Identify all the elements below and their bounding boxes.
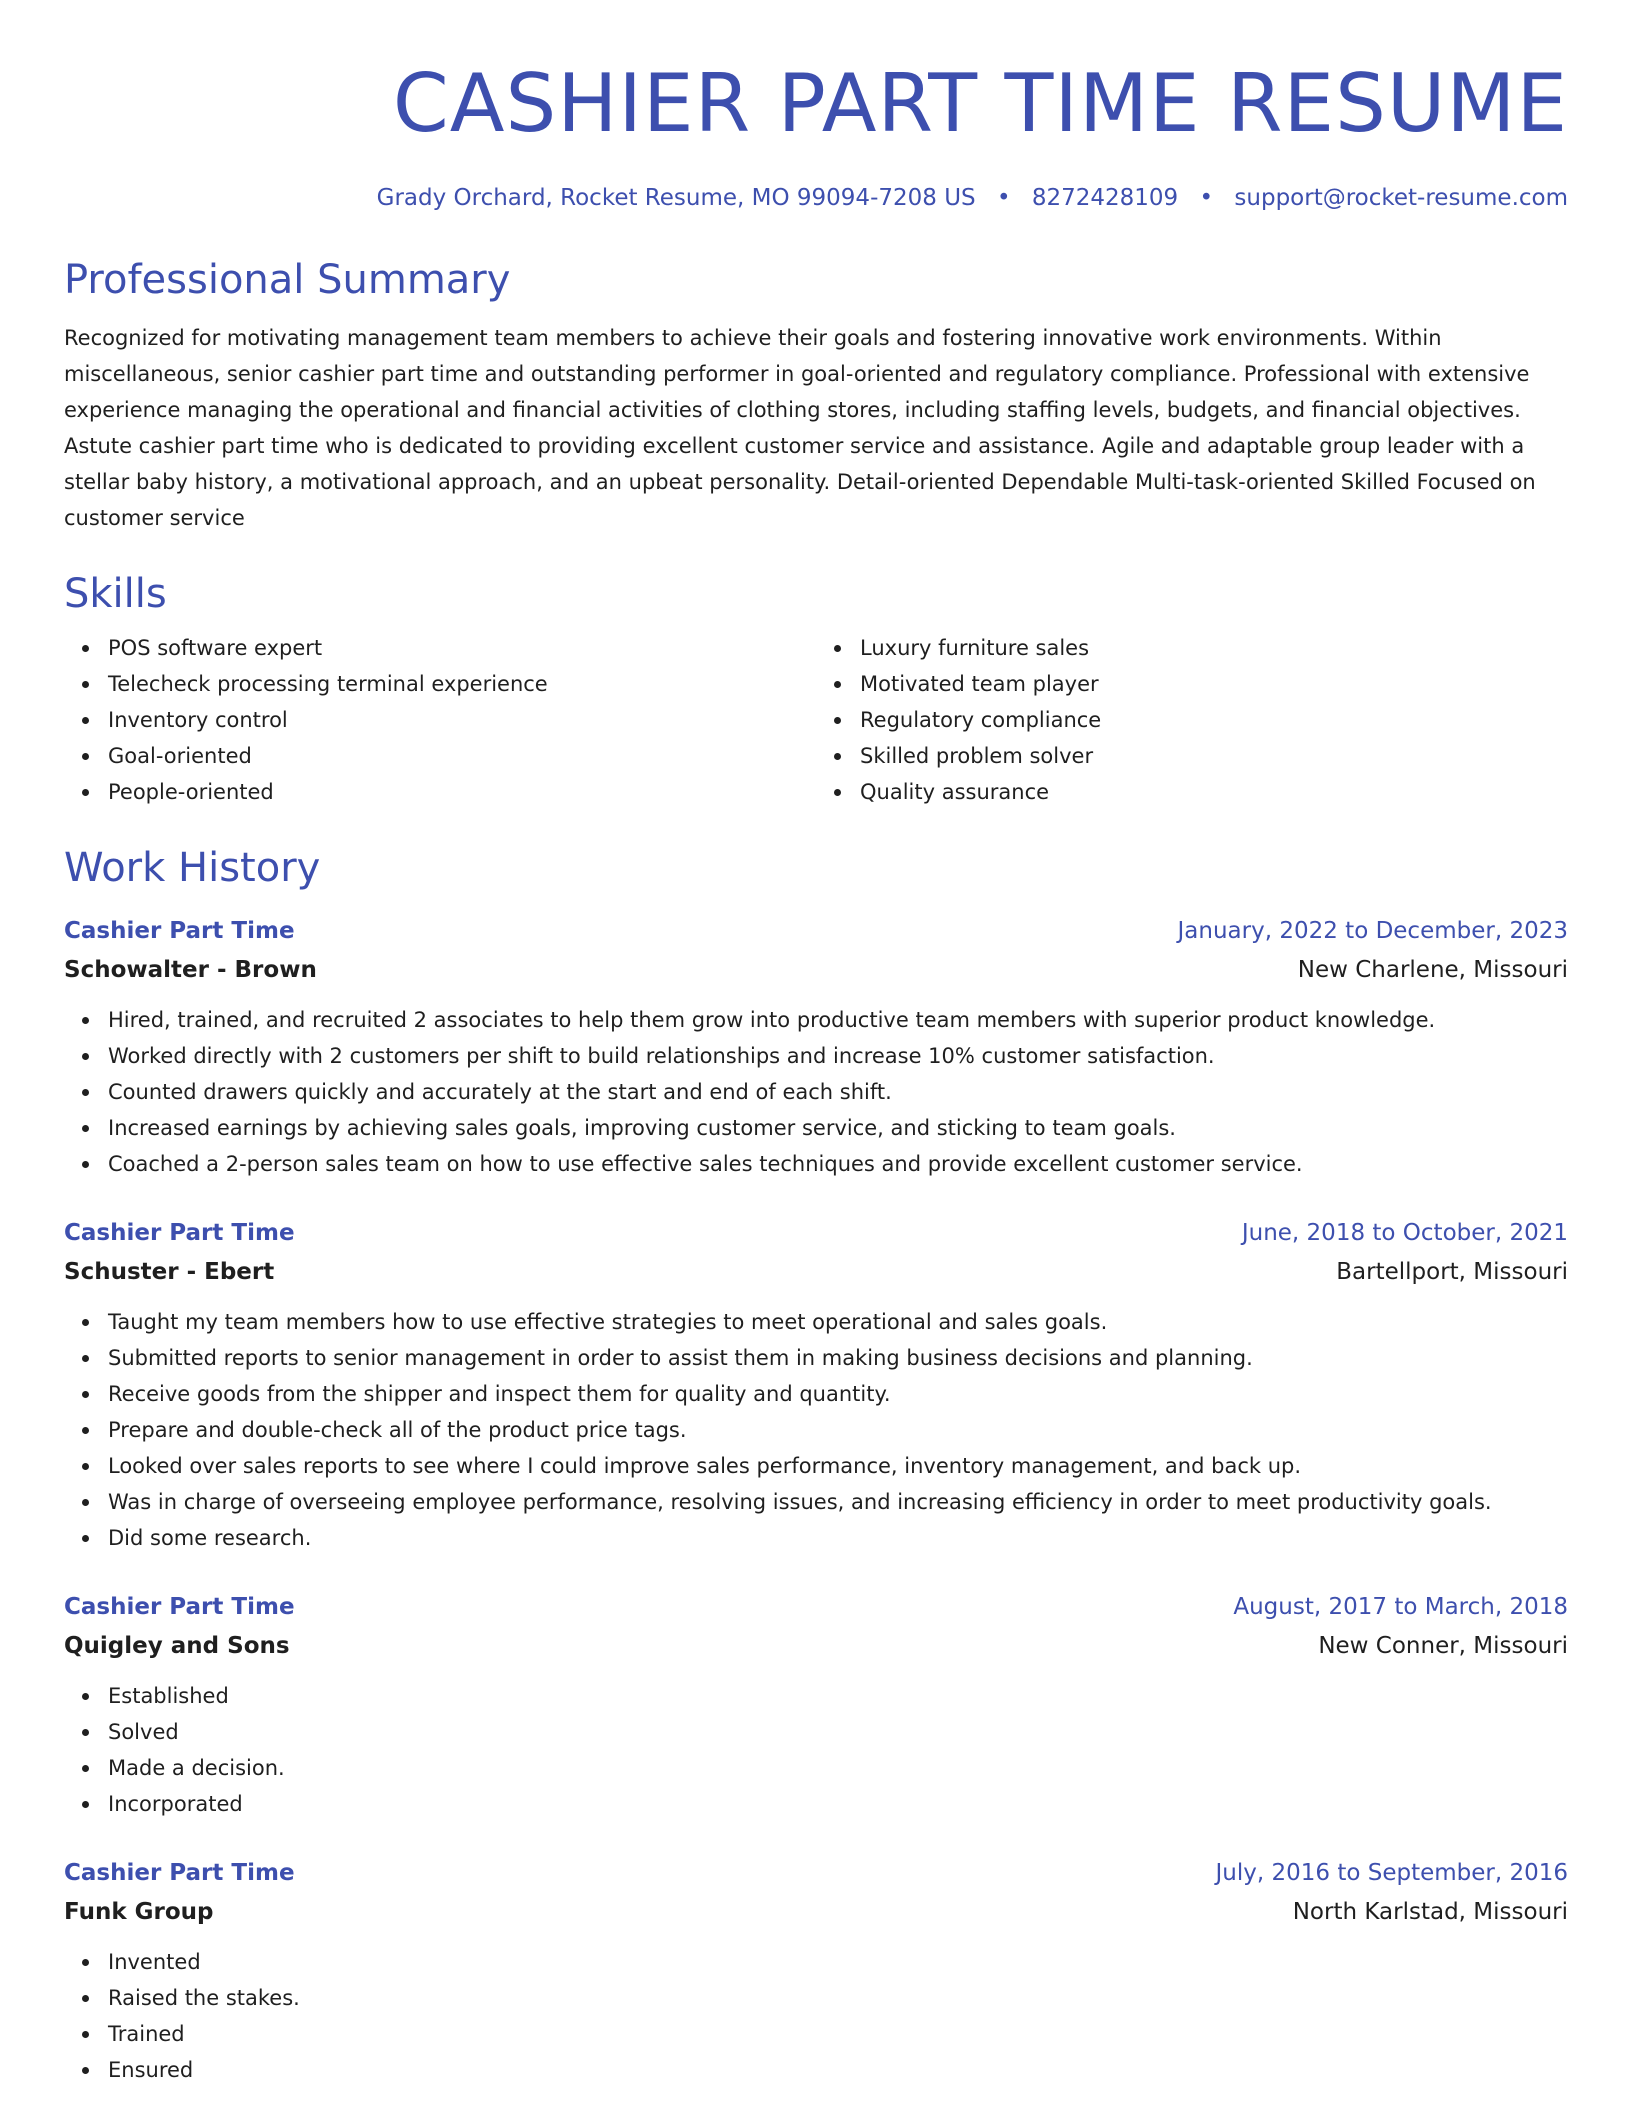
- bullet-dot: [82, 1463, 89, 1470]
- job-location: New Conner, Missouri: [1318, 1633, 1568, 1659]
- skill-item-text: POS software expert: [108, 636, 323, 660]
- skill-item: [860, 738, 1568, 774]
- job-bullet: [108, 1412, 1568, 1448]
- job-bullet-text: Increased earnings by achieving sales goals, improving customer service, and sticking to team goals.: [108, 1116, 1176, 1140]
- job-title: Cashier Part Time: [64, 1594, 295, 1620]
- job-bullet-text: Was in charge of overseeing employee performance, resolving issues, and increasing efficiency in order to meet productivity goals.: [108, 1490, 1492, 1514]
- skill-item-text: Quality assurance: [860, 780, 1050, 804]
- job-location: Bartellport, Missouri: [1336, 1259, 1568, 1285]
- job-bullet-list: [64, 1304, 1568, 1556]
- work-history-heading: Work History: [64, 845, 321, 891]
- bullet-dot: [82, 1089, 89, 1096]
- job-bullet: [108, 1146, 1568, 1182]
- bullet-dot: [82, 1729, 89, 1736]
- job-bullet: [108, 1110, 1568, 1146]
- job-bullet-text: Trained: [108, 2022, 185, 2046]
- contact-address: Grady Orchard, Rocket Resume, MO 99094-7208 US: [376, 185, 976, 211]
- job-bullet: [108, 1002, 1568, 1038]
- job-dates: January, 2022 to December, 2023: [1177, 918, 1568, 944]
- bullet-dot: [82, 1391, 89, 1398]
- bullet-dot: [82, 1125, 89, 1132]
- skill-item-text: Regulatory compliance: [860, 708, 1102, 732]
- job-title-row: [64, 912, 1568, 950]
- skill-item: [108, 702, 816, 738]
- bullet-dot: [82, 717, 89, 724]
- job-bullet: [108, 1304, 1568, 1340]
- job-bullet: [108, 1678, 1568, 1714]
- job-bullet-list: [64, 1944, 1568, 2088]
- job-bullet-text: Invented: [108, 1950, 201, 1974]
- bullet-dot: [834, 645, 841, 652]
- contact-phone: 8272428109: [1031, 185, 1179, 211]
- job-entry: [64, 1588, 1568, 1822]
- skill-item: [860, 630, 1568, 666]
- bullet-dot: [82, 2067, 89, 2074]
- bullet-dot: [834, 753, 841, 760]
- job-entry: [64, 1854, 1568, 2088]
- job-company: Funk Group: [64, 1899, 214, 1925]
- job-bullet: [108, 2052, 1568, 2088]
- job-bullet-text: Coached a 2-person sales team on how to use effective sales techniques and provide excellent customer service.: [108, 1152, 1303, 1176]
- summary-text: Recognized for motivating management team members to achieve their goals and fostering innovative work environments. Within miscellaneous, senior cashier part time and outstanding performer in goal-oriented and regulatory compliance. Professional with extensive experience managing the operational and financial activities of clothing stores, including staffing levels, budgets, and financial objectives. Astute cashier part time who is dedicated to providing excellent customer service and assistance. Agile and adaptable group leader with a stellar baby history, a motivational approach, and an upbeat personality. Detail-oriented Dependable Multi-task-oriented Skilled Focused on customer service: [64, 326, 1536, 530]
- skill-item: [860, 774, 1568, 810]
- job-bullet: [108, 1714, 1568, 1750]
- skill-item: [860, 666, 1568, 702]
- skill-item-text: Motivated team player: [860, 672, 1099, 696]
- contact-line: [64, 182, 1568, 214]
- job-title-row: [64, 1214, 1568, 1252]
- bullet-dot: [82, 1535, 89, 1542]
- bullet-dot: [82, 645, 89, 652]
- skill-item: [108, 666, 816, 702]
- job-bullet-text: Looked over sales reports to see where I could improve sales performance, inventory management, and back up.: [108, 1454, 1302, 1478]
- job-bullet-list: [64, 1002, 1568, 1182]
- bullet-dot: [834, 681, 841, 688]
- job-bullet: [108, 1520, 1568, 1556]
- job-bullet-text: Receive goods from the shipper and inspect them for quality and quantity.: [108, 1382, 891, 1406]
- job-dates: August, 2017 to March, 2018: [1233, 1594, 1568, 1620]
- job-bullet: [108, 2016, 1568, 2052]
- resume-title: CASHIER PART TIME RESUME: [392, 57, 1568, 150]
- job-entry: [64, 912, 1568, 1182]
- job-company: Quigley and Sons: [64, 1633, 290, 1659]
- job-bullet: [108, 1038, 1568, 1074]
- skill-item-text: Luxury furniture sales: [860, 636, 1090, 660]
- job-bullet: [108, 1448, 1568, 1484]
- bullet-dot: [834, 717, 841, 724]
- skill-item: [860, 702, 1568, 738]
- contact-email[interactable]: support@rocket-resume.com: [1234, 185, 1568, 211]
- job-bullet-text: Raised the stakes.: [108, 1986, 300, 2010]
- skill-item: [108, 630, 816, 666]
- contact-separator: •: [996, 185, 1011, 211]
- bullet-dot: [82, 1801, 89, 1808]
- skill-item-text: Goal-oriented: [108, 744, 252, 768]
- skill-item-text: Telecheck processing terminal experience: [108, 672, 548, 696]
- bullet-dot: [82, 753, 89, 760]
- skill-item: [108, 738, 816, 774]
- job-title: Cashier Part Time: [64, 918, 295, 944]
- job-company-row: [64, 1892, 1568, 1932]
- job-entry: [64, 1214, 1568, 1556]
- job-title-row: [64, 1588, 1568, 1626]
- job-bullet-text: Incorporated: [108, 1792, 243, 1816]
- bullet-dot: [82, 681, 89, 688]
- resume-page: [64, 0, 1568, 2088]
- job-company-row: [64, 1252, 1568, 1292]
- job-bullet-text: Taught my team members how to use effective strategies to meet operational and sales goals.: [108, 1310, 1108, 1334]
- job-title: Cashier Part Time: [64, 1860, 295, 1886]
- job-title: Cashier Part Time: [64, 1220, 295, 1246]
- skills-column-right: [816, 630, 1568, 810]
- job-bullet: [108, 1340, 1568, 1376]
- bullet-dot: [82, 1319, 89, 1326]
- skill-item-text: Inventory control: [108, 708, 288, 732]
- job-bullet-text: Ensured: [108, 2058, 194, 2082]
- job-company: Schuster - Ebert: [64, 1259, 275, 1285]
- skills-grid: [64, 630, 1568, 810]
- skills-column-left: [64, 630, 816, 810]
- job-company: Schowalter - Brown: [64, 957, 317, 983]
- job-bullet-text: Did some research.: [108, 1526, 312, 1550]
- job-bullet-text: Established: [108, 1684, 229, 1708]
- bullet-dot: [834, 789, 841, 796]
- work-history-list: [64, 912, 1568, 2088]
- job-dates: July, 2016 to September, 2016: [1215, 1860, 1568, 1886]
- job-dates: June, 2018 to October, 2021: [1241, 1220, 1568, 1246]
- skill-item: [108, 774, 816, 810]
- job-bullet-text: Worked directly with 2 customers per shift to build relationships and increase 10% customer satisfaction.: [108, 1044, 1215, 1068]
- skills-heading: Skills: [64, 571, 167, 617]
- bullet-dot: [82, 1959, 89, 1966]
- job-company-row: [64, 950, 1568, 990]
- bullet-dot: [82, 1427, 89, 1434]
- job-bullet-text: Prepare and double-check all of the product price tags.: [108, 1418, 687, 1442]
- job-bullet-text: Counted drawers quickly and accurately at the start and end of each shift.: [108, 1080, 892, 1104]
- contact-separator: •: [1199, 185, 1214, 211]
- bullet-dot: [82, 1161, 89, 1168]
- job-bullet-list: [64, 1678, 1568, 1822]
- job-bullet-text: Solved: [108, 1720, 179, 1744]
- job-bullet-text: Made a decision.: [108, 1756, 285, 1780]
- bullet-dot: [82, 789, 89, 796]
- job-bullet-text: Hired, trained, and recruited 2 associates to help them grow into productive team members with superior product knowledge.: [108, 1008, 1436, 1032]
- job-location: North Karlstad, Missouri: [1292, 1899, 1568, 1925]
- job-location: New Charlene, Missouri: [1297, 957, 1568, 983]
- job-bullet: [108, 1376, 1568, 1412]
- bullet-dot: [82, 1995, 89, 2002]
- bullet-dot: [82, 1017, 89, 1024]
- summary-heading: Professional Summary: [64, 257, 511, 303]
- bullet-dot: [82, 2031, 89, 2038]
- job-bullet: [108, 1980, 1568, 2016]
- job-company-row: [64, 1626, 1568, 1666]
- skill-item-text: People-oriented: [108, 780, 274, 804]
- job-title-row: [64, 1854, 1568, 1892]
- job-bullet: [108, 1750, 1568, 1786]
- job-bullet-text: Submitted reports to senior management in order to assist them in making business decisions and planning.: [108, 1346, 1253, 1370]
- job-bullet: [108, 1944, 1568, 1980]
- bullet-dot: [82, 1693, 89, 1700]
- job-bullet: [108, 1074, 1568, 1110]
- job-bullet: [108, 1786, 1568, 1822]
- bullet-dot: [82, 1053, 89, 1060]
- bullet-dot: [82, 1765, 89, 1772]
- bullet-dot: [82, 1499, 89, 1506]
- job-bullet: [108, 1484, 1568, 1520]
- bullet-dot: [82, 1355, 89, 1362]
- skill-item-text: Skilled problem solver: [860, 744, 1094, 768]
